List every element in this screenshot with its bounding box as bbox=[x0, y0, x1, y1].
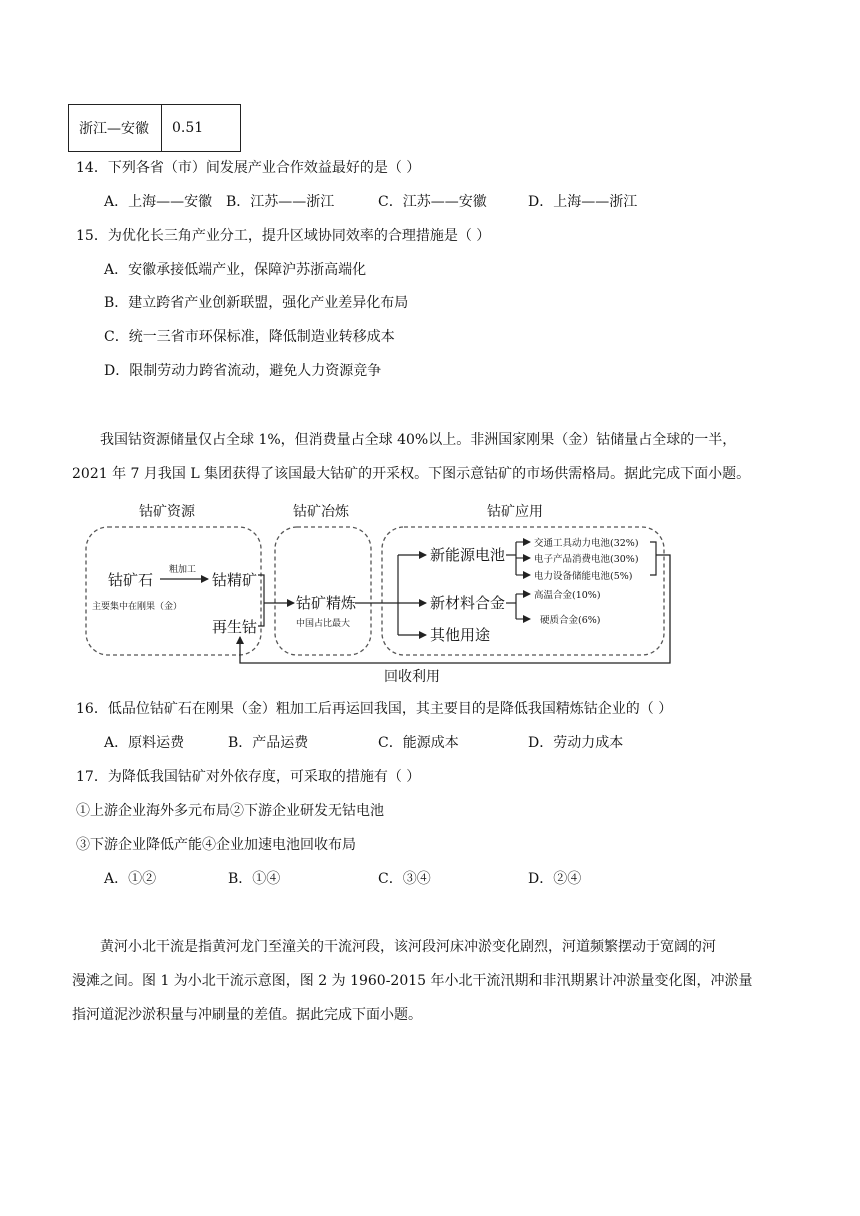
passage-cobalt-line2: 2021 年 7 月我国 L 集团获得了该国最大钴矿的开采权。下图示意钴矿的市场供需格局。据此完成下面小题。 bbox=[72, 466, 751, 482]
table-cell-region: 浙江—安徽 bbox=[69, 105, 162, 152]
battery-use-consumer: 电子产品消费电池(30%) bbox=[534, 554, 639, 565]
alloy-use-hard: 硬质合金(6%) bbox=[540, 615, 601, 626]
passage-yellow-river-line2: 漫滩之间。图 1 为小北干流示意图，图 2 为 1960-2015 年小北干流汛期和非汛期累计冲淤量变化图，冲淤量 bbox=[72, 973, 753, 989]
node-new-energy-battery: 新能源电池 bbox=[430, 546, 506, 564]
bracket-battery-uses bbox=[650, 542, 656, 575]
q17-items-line1: ①上游企业海外多元布局②下游企业研发无钴电池 bbox=[76, 803, 384, 819]
q14-option-c: C．江苏——安徽 bbox=[378, 194, 487, 210]
node-refining: 钴矿精炼 bbox=[296, 594, 357, 612]
label-rough-processing: 粗加工 bbox=[169, 565, 197, 575]
section-box-smelting bbox=[275, 527, 371, 655]
q17-option-a: A．①② bbox=[104, 871, 157, 887]
node-ore-note: 主要集中在刚果（金） bbox=[92, 602, 183, 612]
node-new-material-alloy: 新材料合金 bbox=[430, 594, 506, 612]
section-title-resource: 钴矿资源 bbox=[139, 504, 195, 520]
q15-option-b: B．建立跨省产业创新联盟，强化产业差异化布局 bbox=[104, 295, 409, 311]
alloy-use-high-temp: 高温合金(10%) bbox=[534, 590, 601, 601]
q16-option-d: D．劳动力成本 bbox=[528, 735, 624, 751]
q15-option-a: A．安徽承接低端产业，保障沪苏浙高端化 bbox=[104, 262, 367, 278]
q17-options bbox=[104, 869, 704, 889]
battery-use-transport: 交通工具动力电池(32%) bbox=[534, 538, 639, 549]
q15-option-d: D．限制劳动力跨省流动，避免人力资源竞争 bbox=[104, 363, 382, 379]
battery-use-storage: 电力设备储能电池(5%) bbox=[534, 571, 633, 582]
q15-stem: 15．为优化长三角产业分工，提升区域协同效率的合理措施是（ ） bbox=[76, 228, 491, 244]
q14-option-d: D．上海——浙江 bbox=[528, 194, 638, 210]
q17-items-line2: ③下游企业降低产能④企业加速电池回收布局 bbox=[76, 837, 356, 853]
table-row bbox=[69, 105, 241, 152]
node-cobalt-concentrate: 钴精矿 bbox=[212, 571, 258, 589]
table-continuation bbox=[68, 104, 241, 152]
q15-option-c: C．统一三省市环保标准，降低制造业转移成本 bbox=[104, 329, 395, 345]
q16-option-c: C．能源成本 bbox=[378, 735, 459, 751]
q17-option-c: C．③④ bbox=[378, 871, 431, 887]
label-recycle: 回收利用 bbox=[384, 669, 440, 685]
section-title-smelting: 钴矿冶炼 bbox=[293, 504, 349, 520]
passage-cobalt bbox=[72, 423, 792, 491]
q16-stem: 16．低品位钴矿石在刚果（金）粗加工后再运回我国，其主要目的是降低我国精炼钴企业的（ ） bbox=[76, 701, 673, 717]
passage-cobalt-line1: 我国钴资源储量仅占全球 1%，但消费量占全球 40%以上。非洲国家刚果（金）钴储量占全球的一半， bbox=[100, 432, 737, 448]
q16-options bbox=[104, 733, 704, 753]
q14-stem: 14．下列各省（市）间发展产业合作效益最好的是（ ） bbox=[76, 160, 421, 176]
q16-option-a: A．原料运费 bbox=[104, 735, 185, 751]
q17-option-b: B．①④ bbox=[228, 871, 281, 887]
node-refining-note: 中国占比最大 bbox=[296, 619, 351, 629]
node-cobalt-ore: 钴矿石 bbox=[108, 571, 154, 589]
passage-yellow-river bbox=[72, 930, 792, 1032]
q17-option-d: D．②④ bbox=[528, 871, 582, 887]
node-recycled-cobalt: 再生钴 bbox=[212, 618, 258, 636]
q17-stem: 17．为降低我国钴矿对外依存度，可采取的措施有（ ） bbox=[76, 769, 421, 785]
q16-option-b: B．产品运费 bbox=[228, 735, 309, 751]
q14-options bbox=[104, 192, 704, 212]
passage-yellow-river-line3: 指河道泥沙淤积量与冲刷量的差值。据此完成下面小题。 bbox=[72, 1007, 422, 1023]
table-cell-value: 0.51 bbox=[162, 105, 241, 152]
cobalt-market-diagram bbox=[72, 497, 682, 687]
node-other-uses: 其他用途 bbox=[430, 626, 491, 644]
section-title-application: 钴矿应用 bbox=[487, 504, 543, 520]
q14-option-b: B．江苏——浙江 bbox=[226, 194, 335, 210]
passage-yellow-river-line1: 黄河小北干流是指黄河龙门至潼关的干流河段，该河段河床冲淤变化剧烈，河道频繁摆动于宽阔的河 bbox=[100, 939, 716, 955]
q14-option-a: A．上海——安徽 bbox=[104, 194, 213, 210]
